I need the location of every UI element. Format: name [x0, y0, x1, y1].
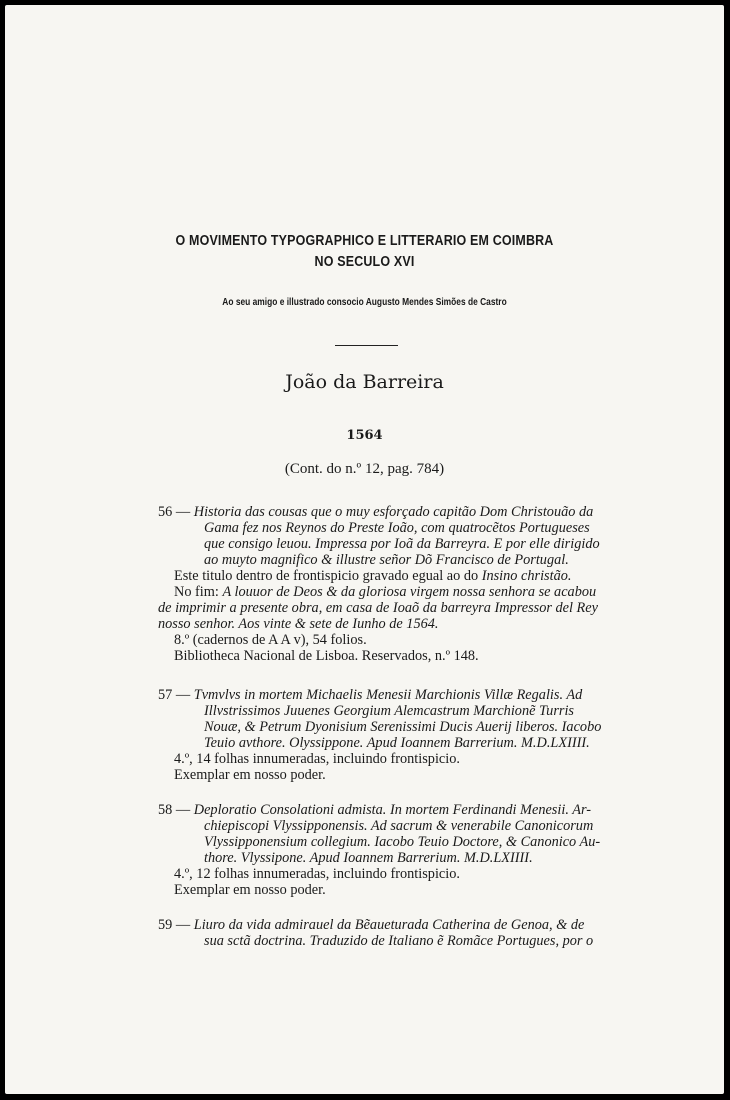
- entry-title-line: sua sctã doctrina. Traduzido de Italiano ẽ Romãce Portugues, por o: [204, 933, 594, 949]
- entry-number: 59 —: [158, 917, 191, 933]
- divider-rule: [335, 345, 398, 346]
- entry-location: Exemplar em nosso poder.: [174, 767, 326, 783]
- bibliography-entry-57: [158, 687, 638, 783]
- bibliography-entry-58: [158, 802, 638, 898]
- bibliography-entry-59: [158, 917, 638, 949]
- entry-title-line: [158, 504, 638, 520]
- bibliography-entry-56: [158, 504, 638, 664]
- entry-title-line: ao muyto magnifico & illustre señor Dõ Francisco de Portugal.: [204, 552, 569, 568]
- entry-format: 4.º, 14 folhas innumeradas, incluindo frontispicio.: [174, 751, 460, 767]
- title-line-1: O MOVIMENTO TYPOGRAPHICO E LITTERARIO EM COIMBRA: [175, 233, 554, 249]
- entry-title-line: 57 — Tvmvlvs in mortem Michaelis Menesii Marchionis Villæ Regalis. Ad: [158, 687, 583, 703]
- entry-title-line: Gama fez nos Reynos do Preste Ioão, com quatrocẽtos Portugueses: [204, 520, 590, 536]
- entry-title-line: chiepiscopi Vlyssipponensis. Ad sacrum & venerabile Canonicorum: [204, 818, 594, 834]
- entry-title-line: Teuio avthore. Olyssippone. Apud Ioannem Barrerium. M.D.LXIIII.: [204, 735, 590, 751]
- entry-title-line: 59 — Liuro da vida admirauel da Bẽaueturada Catherina de Genoa, & de: [158, 917, 585, 933]
- entry-colophon: No fim: A louuor de Deos & da gloriosa virgem nossa senhora se acabou: [174, 584, 597, 600]
- entry-location: Exemplar em nosso poder.: [174, 882, 326, 898]
- entry-title-line: Vlyssipponensium collegium. Iacobo Teuio Doctore, & Canonico Au-: [204, 834, 601, 850]
- entry-title-line: que consigo leuou. Impressa por Ioã da Barreyra. E por elle dirigido: [204, 536, 600, 552]
- section-author: João da Barreira: [285, 371, 444, 393]
- entry-title-line: Nouæ, & Petrum Dyonisium Serenissimi Ducis Auerij liberos. Iacobo: [204, 719, 602, 735]
- entry-format: 4.º, 12 folhas innumeradas, incluindo frontispicio.: [174, 866, 460, 882]
- entry-format: 8.º (cadernos de A A v), 54 folios.: [174, 632, 367, 648]
- page: [5, 5, 724, 1094]
- title-line-2: NO SECULO XVI: [314, 254, 415, 270]
- entry-location: Bibliotheca Nacional de Lisboa. Reservados, n.º 148.: [174, 648, 479, 664]
- entry-note: Este titulo dentro de frontispicio gravado egual ao do Insino christão.: [174, 568, 572, 584]
- entry-title-line: Illvstrissimos Juuenes Georgium Alemcastrum Marchionẽ Turris: [204, 703, 574, 719]
- entry-title-line: 58 — Deploratio Consolationi admista. In mortem Ferdinandi Menesii. Ar-: [158, 802, 591, 818]
- continuation-note: (Cont. do n.º 12, pag. 784): [284, 461, 445, 477]
- article-title: [5, 231, 724, 273]
- entry-number: 58 —: [158, 802, 191, 818]
- entry-number: 56 —: [158, 504, 191, 520]
- entry-title-text: Historia das cousas que o muy esforçado capitão Dom Christouão da: [193, 504, 594, 520]
- entry-title-line: thore. Vlyssipone. Apud Ioannem Barrerium. M.D.LXIIII.: [204, 850, 533, 866]
- entry-number: 57 —: [158, 687, 191, 703]
- entry-colophon-line: de imprimir a presente obra, em casa de Ioaõ da barreyra Impressor del Rey: [158, 600, 598, 616]
- section-year: 1564: [346, 428, 383, 443]
- dedication: Ao seu amigo e illustrado consocio Augusto Mendes Simões de Castro: [222, 296, 507, 308]
- entry-colophon-line: nosso senhor. Aos vinte & sete de Iunho de 1564.: [158, 616, 439, 632]
